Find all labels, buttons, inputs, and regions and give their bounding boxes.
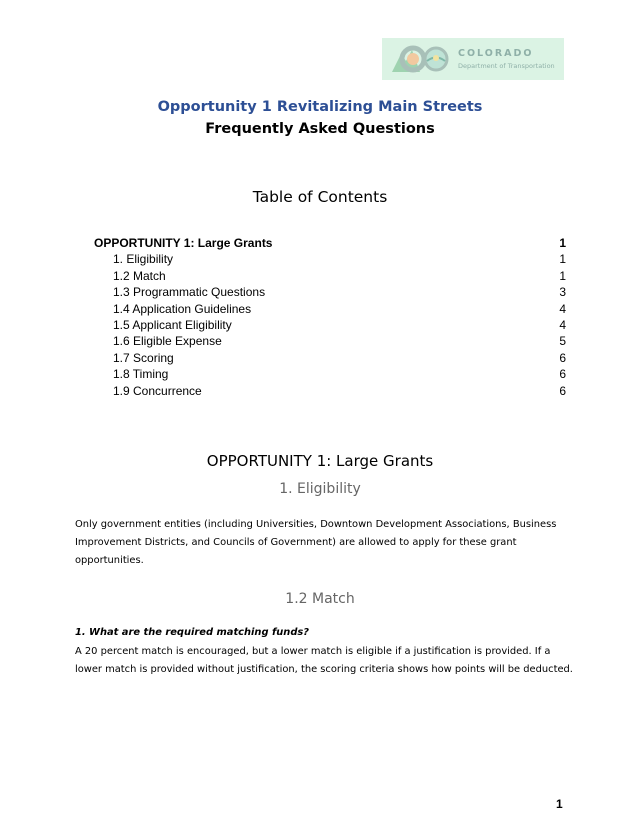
toc-entry-label: 1.6 Eligible Expense [113,334,222,349]
toc-entry-label: 1.9 Concurrence [113,383,202,398]
toc-entry-label: 1.2 Match [113,268,166,283]
match-heading: 1.2 Match [285,591,355,607]
eligibility-paragraph: Only government entities (including Universities, Downtown Development Associations, Business Improvement Districts, and Councils of Government) are allowed to apply for these grant opportunities. [75,519,557,566]
toc-entry-timing[interactable] [94,366,566,382]
toc-entry-label: 1.7 Scoring [113,350,174,365]
toc-entry-scoring[interactable] [94,350,566,366]
toc-entry-page: 1 [559,252,566,267]
toc-entry-eligible-expense[interactable] [94,333,566,349]
toc-entry-label: 1.5 Applicant Eligibility [113,317,232,332]
toc-entry-application-guidelines[interactable] [94,301,566,317]
table-of-contents [94,235,566,399]
section-heading: OPPORTUNITY 1: Large Grants [206,452,434,470]
toc-entry-concurrence[interactable] [94,383,566,399]
toc-entry-page: 6 [559,350,566,365]
toc-entry-applicant-eligibility[interactable] [94,317,566,333]
match-question: 1. What are the required matching funds? [75,627,309,638]
toc-entry-label: OPPORTUNITY 1: Large Grants [94,236,273,250]
cdot-logo [382,38,564,80]
toc-entry-programmatic-questions[interactable] [94,284,566,300]
toc-entry-page: 1 [559,268,566,283]
page-number: 1 [556,797,563,811]
toc-entry-page: 5 [559,334,566,349]
document-subtitle: Frequently Asked Questions [205,121,435,137]
document-title: Opportunity 1 Revitalizing Main Streets [157,99,483,115]
toc-entry-label: 1.3 Programmatic Questions [113,285,266,300]
toc-entry-label: 1.8 Timing [113,367,169,382]
toc-entry-page: 6 [559,367,566,382]
toc-entry-label: 1. Eligibility [113,252,174,267]
toc-entry-page: 1 [559,236,566,250]
logo-department: Department of Transportation [458,61,555,70]
toc-entry-main[interactable] [94,235,566,251]
logo-name: COLORADO [458,48,534,59]
toc-entry-page: 3 [559,285,566,300]
toc-entry-page: 4 [559,317,566,332]
toc-entry-label: 1.4 Application Guidelines [113,301,252,316]
match-answer: A 20 percent match is encouraged, but a lower match is eligible if a justification is provided. If a lower match is provided without justification, the scoring criteria shows how points will be deducted. [75,646,573,675]
toc-entry-match[interactable] [94,268,566,284]
toc-entry-eligibility[interactable] [94,251,566,267]
toc-entry-page: 6 [559,383,566,398]
toc-heading: Table of Contents [252,188,388,206]
eligibility-heading: 1. Eligibility [279,481,361,497]
cdot-logo-icon [392,44,452,74]
toc-entry-page: 4 [559,301,566,316]
